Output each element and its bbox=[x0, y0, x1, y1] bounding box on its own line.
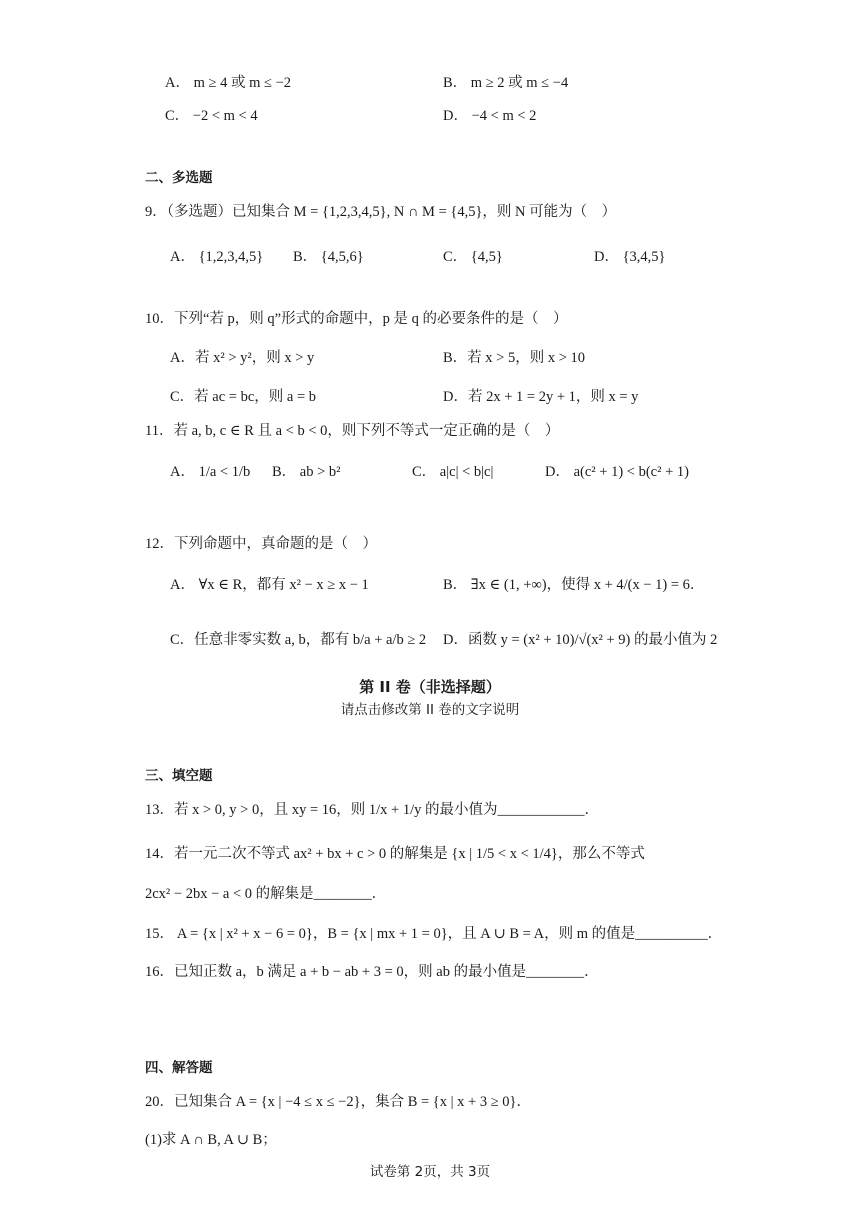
q11-option-c: C． a|c| < b|c| bbox=[412, 464, 494, 480]
q8-option-d: D． −4 < m < 2 bbox=[443, 108, 537, 124]
q8-option-c: C． −2 < m < 4 bbox=[165, 108, 258, 124]
q9-option-a: A． {1,2,3,4,5} bbox=[170, 249, 264, 265]
q8-option-a: A． m ≥ 4 或 m ≤ −2 bbox=[165, 75, 291, 91]
page-footer: 试卷第 2页，共 3页 bbox=[369, 1164, 491, 1180]
q12-stem: 12．下列命题中，真命题的是（ ） bbox=[145, 536, 377, 552]
q15-text: 15． A = {x | x² + x − 6 = 0}，B = {x | mx + 1 = 0}，且 A ∪ B = A，则 m 的值是__________． bbox=[145, 926, 723, 942]
q10-option-a: A．若 x² > y²，则 x > y bbox=[170, 350, 315, 366]
q20-stem: 20．已知集合 A = {x | −4 ≤ x ≤ −2}，集合 B = {x | x + 3 ≥ 0}． bbox=[145, 1094, 531, 1110]
q9-option-d: D． {3,4,5} bbox=[594, 249, 666, 265]
q20-part1: (1)求 A ∩ B, A ∪ B； bbox=[145, 1132, 277, 1148]
q10-stem: 10．下列“若 p，则 q”形式的命题中，p 是 q 的必要条件的是（ ） bbox=[145, 311, 568, 327]
q16-text: 16．已知正数 a，b 满足 a + b − ab + 3 = 0，则 ab 的最小值是________． bbox=[145, 964, 599, 980]
q9-option-c: C． {4,5} bbox=[443, 249, 503, 265]
part-two-title: 第 II 卷（非选择题） bbox=[359, 678, 501, 696]
part-two-instruction[interactable]: 请点击修改第 II 卷的文字说明 bbox=[340, 702, 520, 718]
q12-option-a: A． ∀x ∈ R，都有 x² − x ≥ x − 1 bbox=[170, 577, 369, 593]
q14-text-line2: 2cx² − 2bx − a < 0 的解集是________． bbox=[145, 886, 387, 902]
q11-option-a: A． 1/a < 1/b bbox=[170, 464, 251, 480]
q12-option-d: D．函数 y = (x² + 10)/√(x² + 9) 的最小值为 2 bbox=[443, 632, 718, 648]
section-title-multi-choice: 二、多选题 bbox=[145, 170, 213, 186]
q11-stem: 11．若 a, b, c ∈ R 且 a < b < 0，则下列不等式一定正确的是（ ） bbox=[145, 423, 560, 439]
q10-option-b: B．若 x > 5，则 x > 10 bbox=[443, 350, 586, 366]
q11-option-d: D． a(c² + 1) < b(c² + 1) bbox=[545, 464, 689, 480]
section-title-solution: 四、解答题 bbox=[145, 1060, 213, 1076]
q9-stem: 9．（多选题）已知集合 M = {1,2,3,4,5}, N ∩ M = {4,5}，则 N 可能为（ ） bbox=[145, 204, 617, 220]
q11-option-b: B． ab > b² bbox=[272, 464, 341, 480]
q12-option-b: B． ∃x ∈ (1, +∞)，使得 x + 4/(x − 1) = 6． bbox=[443, 577, 705, 593]
q12-option-c: C．任意非零实数 a, b，都有 b/a + a/b ≥ 2 bbox=[170, 632, 427, 648]
q13-text: 13．若 x > 0, y > 0，且 xy = 16，则 1/x + 1/y 的最小值为____________． bbox=[145, 802, 600, 818]
q10-option-d: D．若 2x + 1 = 2y + 1，则 x = y bbox=[443, 389, 639, 405]
q14-text-line1: 14．若一元二次不等式 ax² + bx + c > 0 的解集是 {x | 1/5 < x < 1/4}，那么不等式 bbox=[145, 846, 645, 862]
section-title-fill-in: 三、填空题 bbox=[145, 768, 213, 784]
q10-option-c: C．若 ac = bc，则 a = b bbox=[170, 389, 317, 405]
q8-option-b: B． m ≥ 2 或 m ≤ −4 bbox=[443, 75, 569, 91]
q9-option-b: B． {4,5,6} bbox=[293, 249, 364, 265]
